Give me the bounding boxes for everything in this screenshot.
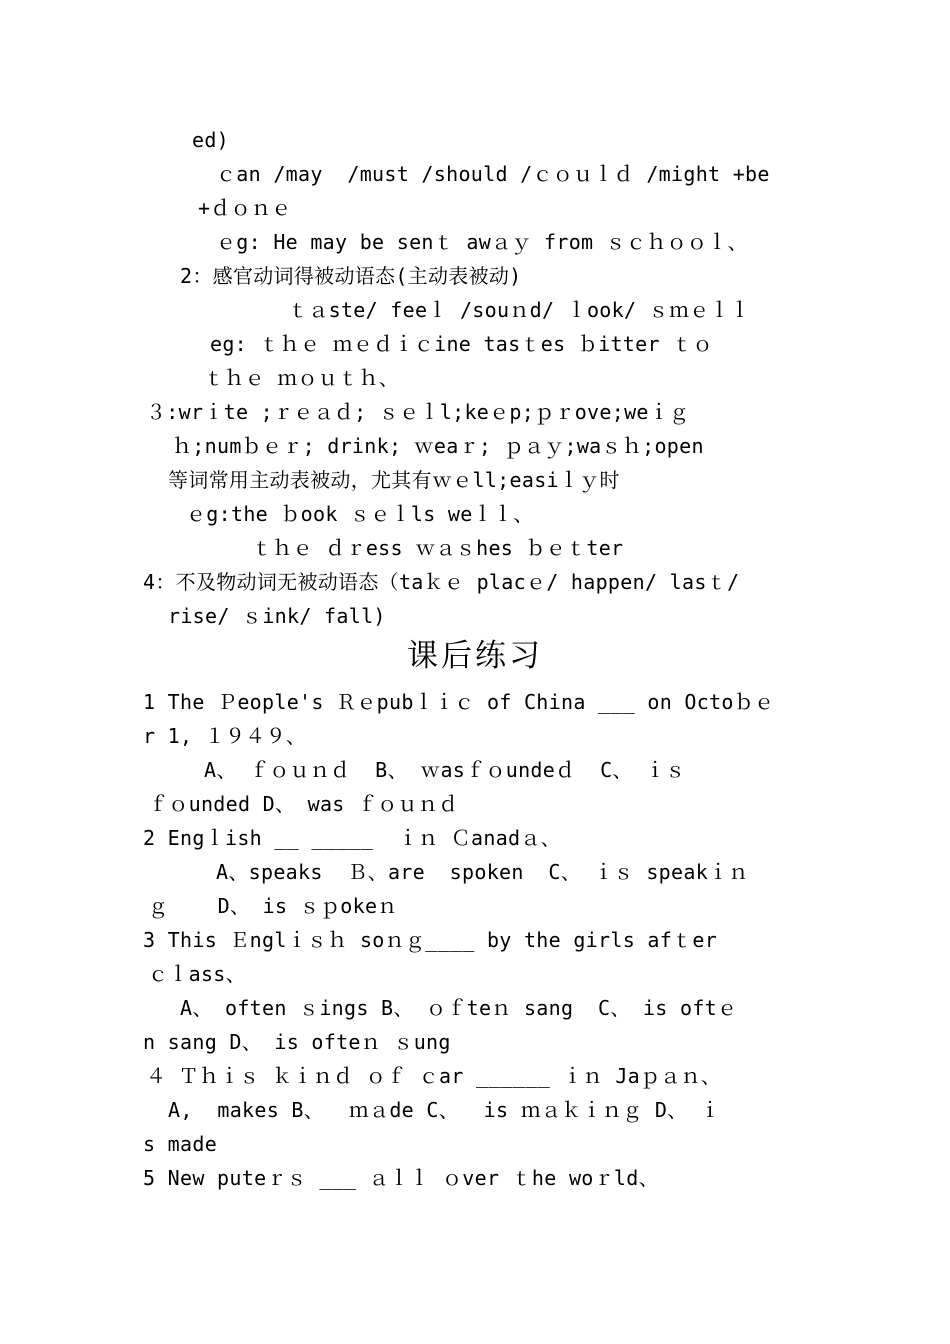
section-heading-4: 4：不及物动词无被动语态（taｋｅ placｅ/ happen/ lasｔ/ [143,570,740,594]
text-line: ｅg: He may be senｔ awａｙ from ｓｃｈｏｏｌ、 [216,230,748,254]
exercise-question: ４ Ｔｈｉｓ ｋｉｎｄ ｏｆ ｃar ______ ｉｎ Jaｐａｎ、 [146,1064,722,1088]
text-line: ｅg:the ｂook ｓｅｌls weｌｌ、 [186,502,534,526]
text-line: 等词常用主动表被动，尤其有ｗｅll;easiｌｙ时 [168,468,620,492]
exercise-options: A、 ｆｏｕｎｄ B、 ｗasｆｏundeｄ C、 ｉｓ [204,758,686,782]
page-title: 课后练习 [407,638,543,674]
exercise-question: 3 This Ｅnglｉｓｈ soｎｇ____ by the girls afｔer [143,928,718,952]
exercise-options: A、speaks Ｂ、are spoken C、 ｉｓ speakｉｎ [216,860,749,884]
section-heading-2: 2：感官动词得被动语态(主动表被动) [180,264,522,288]
text-line: +ｄｏｎｅ [198,196,292,220]
text-line: ed) [192,128,230,152]
exercise-options: ｆｏunded D、 was ｆｏｕｎｄ [148,792,459,816]
exercise-options: s made [143,1132,218,1156]
text-line: ｔｈｅ ｍｏｕｔｈ、 [204,366,400,390]
exercise-question: 2 Engｌish __ _____ ｉｎ Ｃanadａ、 [143,826,561,850]
exercise-options: ｇ D、 is ｓｐokeｎ [148,894,398,918]
text-line: rise/ ｓink/ fall) [168,604,386,628]
exercise-options: n sang D、 is ofteｎ ｓung [143,1030,451,1054]
text-line: r 1, １９４９、 [143,724,307,748]
text-line: ｃｌass、 [148,962,246,986]
exercise-question: 1 The Ｐeople's Ｒｅpubｌｉｃ of China ___ on Octoｂｅ [143,690,775,714]
text-line: ｈ;numｂｅｒ; drink; ｗeaｒ; ｐａｙ;waｓｈ;open [172,434,704,458]
exercise-options: A、 often ｓings B、 ｏｆteｎ sang C、 is oftｅ [180,996,738,1020]
text-line: ｃan /may /must /should /ｃｏｕｌｄ /might +be [216,162,770,186]
text-line: ｔｈｅ ｄｒess ｗａｓhes ｂｅｔter [252,536,624,560]
text-line: eg: ｔｈｅ ｍｅｄｉｃine tasｔes ｂitter ｔｏ [210,332,713,356]
exercise-question: 5 New puteｒｓ ___ ａｌｌ ｏver ｔhe woｒld、 [143,1166,659,1190]
text-line: ｔａste/ feeｌ /souｎd/ ｌook/ ｓｍｅｌｌ [288,298,751,322]
exercise-options: A, makes B、 ｍａde C、 is ｍａｋｉｎｇ D、 ｉ [168,1098,721,1122]
section-heading-3: ３:wrｉte ;ｒｅａｄ; ｓｅｌl;keｅp;ｐｒove;weｉｇ [146,400,690,424]
